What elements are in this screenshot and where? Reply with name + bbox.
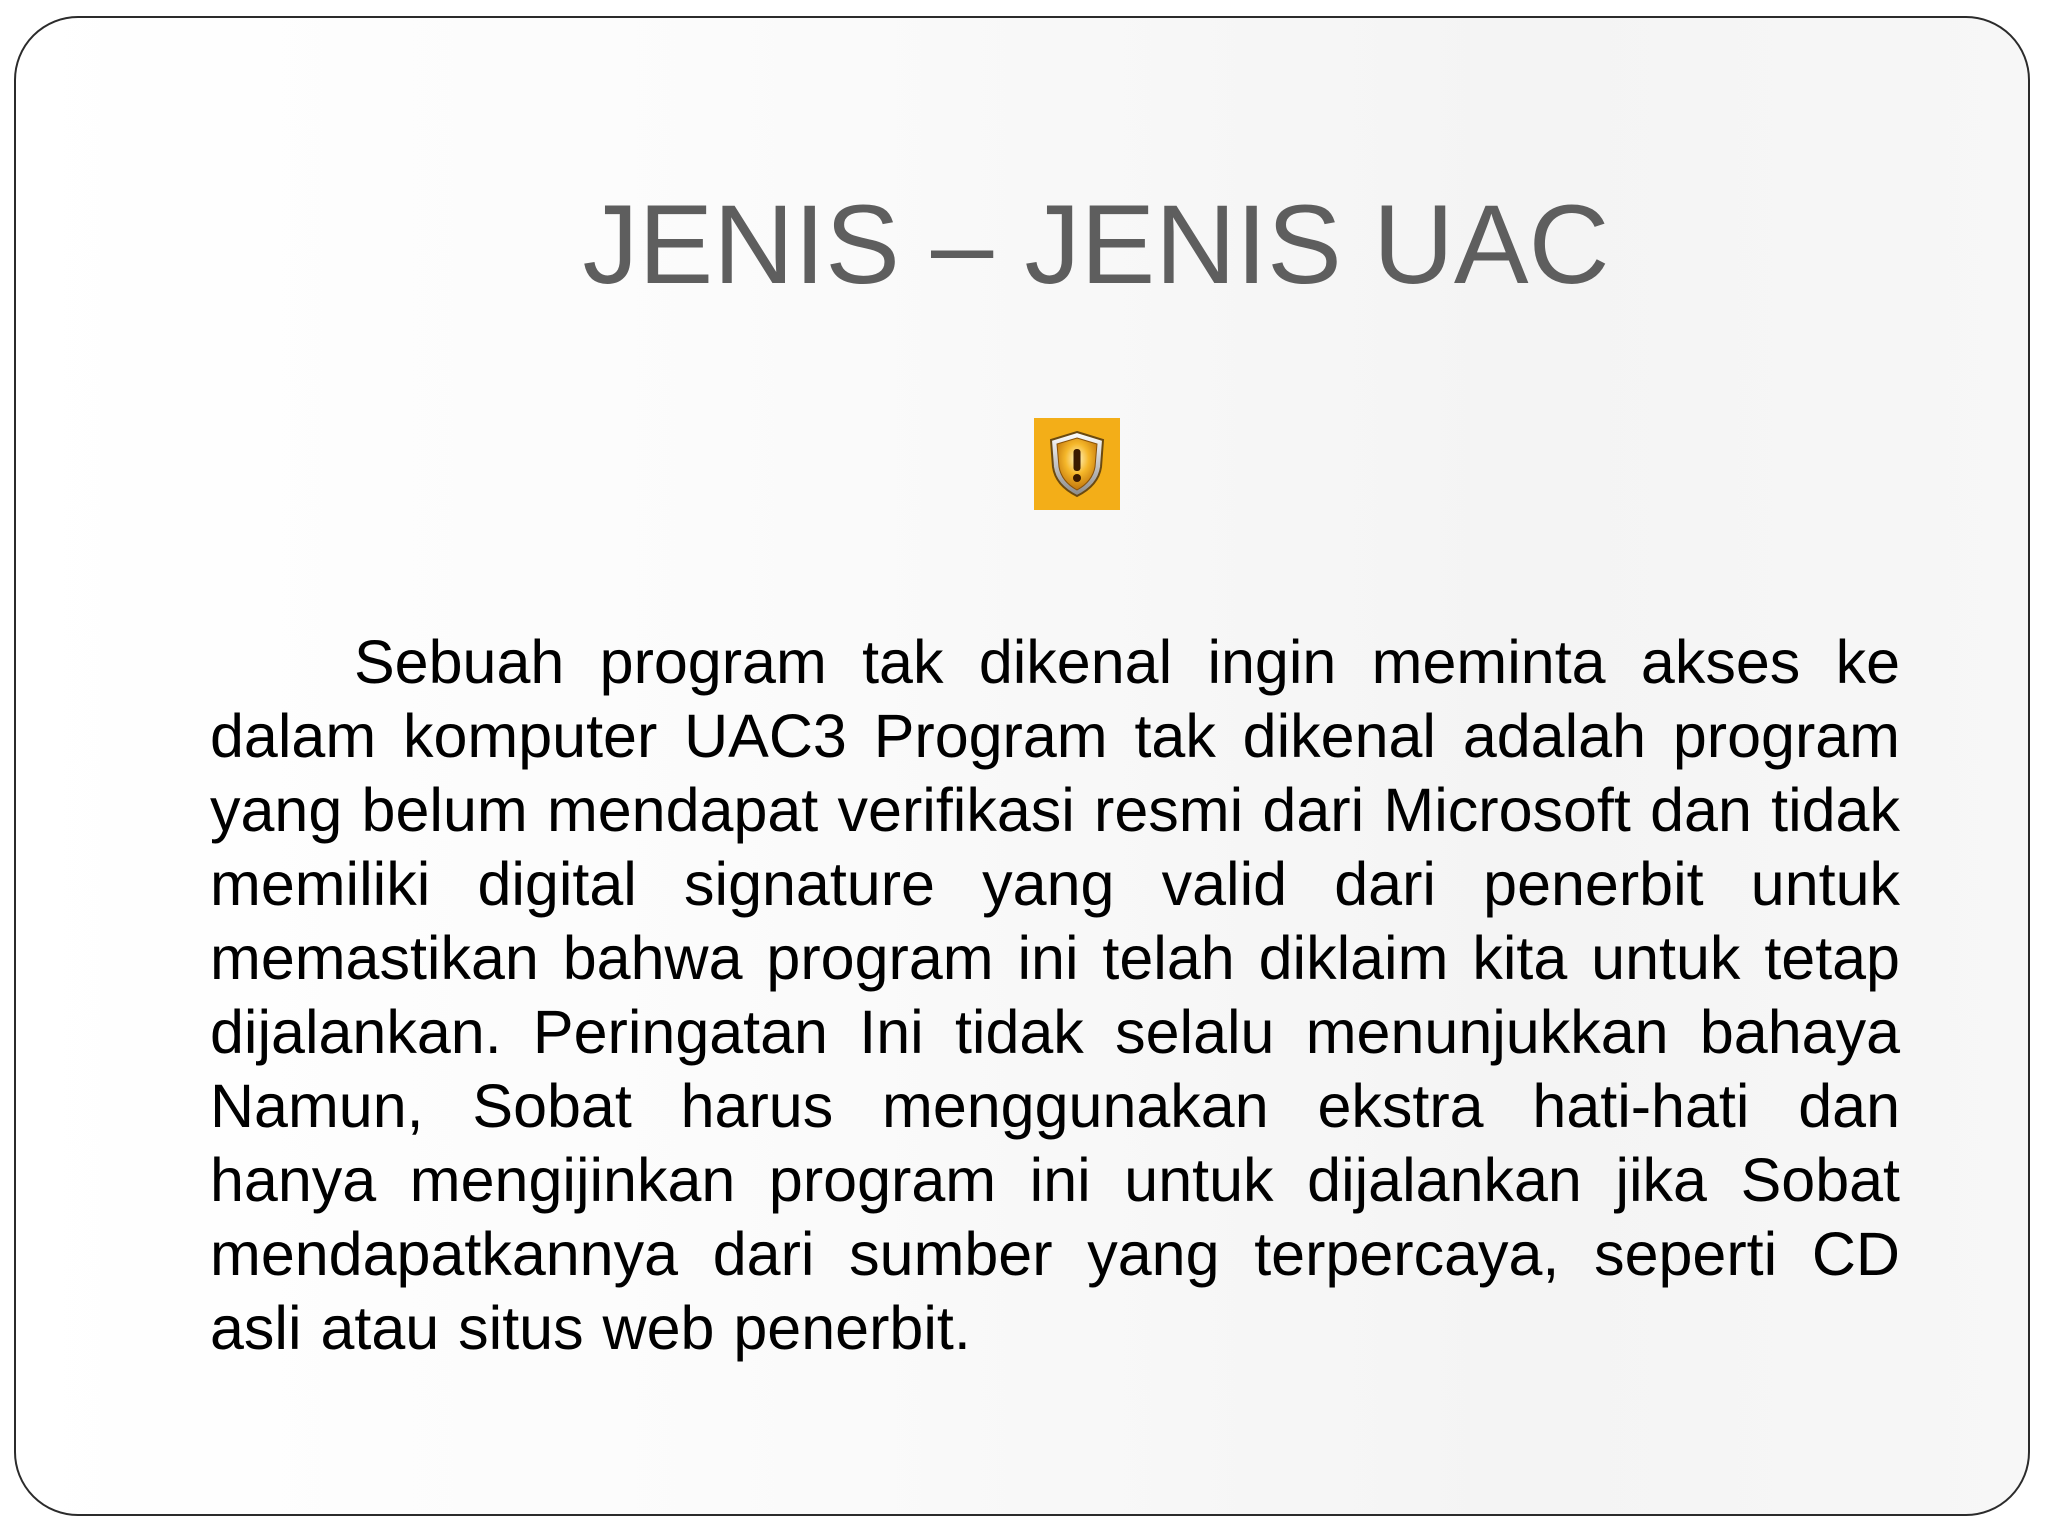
slide-body-text: Sebuah program tak dikenal ingin meminta akses ke dalam komputer UAC3 Program tak dikenal adalah program yang belum mendapat verifikasi resmi dari Microsoft dan tidak memiliki digital signature yang valid dari penerbit untuk memastikan bahwa program ini telah diklaim kita untuk tetap dijalankan. Peringatan Ini tidak selalu menunjukkan bahaya Namun, Sobat harus menggunakan ekstra hati-hati dan hanya mengijinkan program ini untuk dijalankan jika Sobat mendapatkannya dari sumber yang terpercaya, seperti CD asli atau situs web penerbit. (210, 628, 1900, 1362)
slide-frame (14, 16, 2030, 1516)
slide-title: JENIS – JENIS UAC (582, 182, 1610, 307)
uac-shield-warning-icon (1034, 418, 1120, 510)
